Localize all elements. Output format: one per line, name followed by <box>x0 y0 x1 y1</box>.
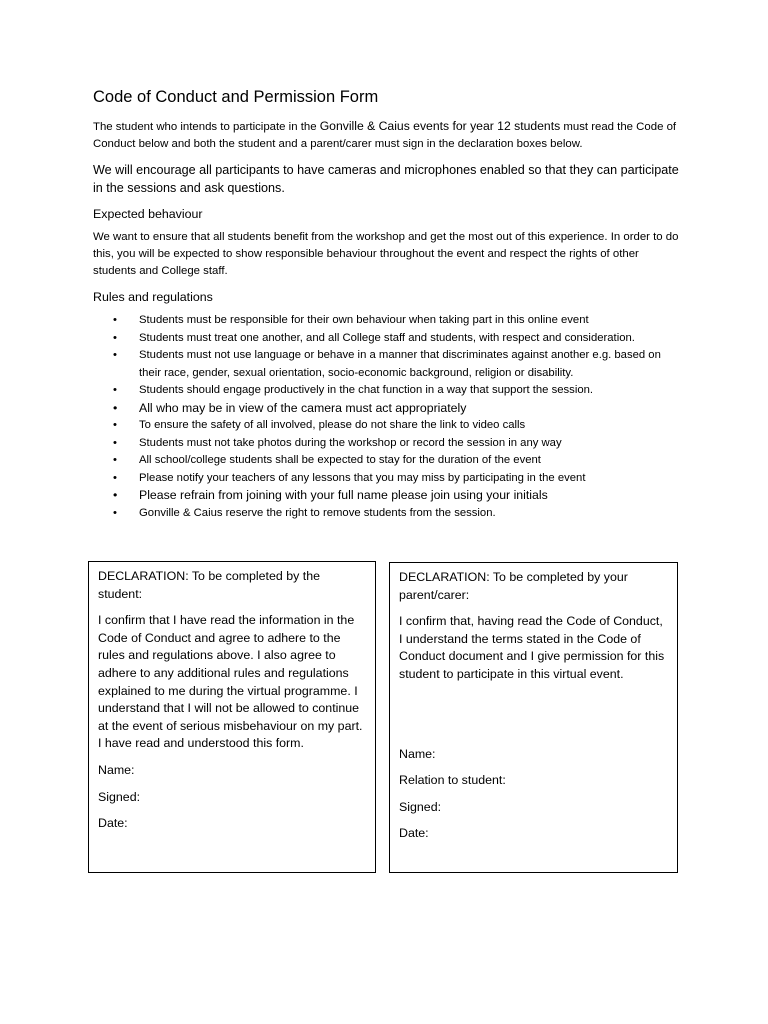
rule-item: • Please refrain from joining with your full name please join using your initials <box>113 487 681 505</box>
parent-declaration-heading: DECLARATION: To be completed by your parent/carer: <box>399 570 628 602</box>
rule-item: • Gonville & Caius reserve the right to remove students from the session. <box>113 505 681 523</box>
rule-item: • All school/college students shall be expected to stay for the duration of the event <box>113 452 681 470</box>
intro-paragraph <box>93 118 681 153</box>
bullet-icon: • <box>113 506 117 519</box>
parent-name-field[interactable]: Name: <box>399 746 436 761</box>
expected-behaviour-heading: Expected behaviour <box>93 207 203 221</box>
student-declaration-heading: DECLARATION: To be completed by the student: <box>98 569 320 601</box>
rule-item: • Students must not use language or behave in a manner that discriminates against another e.g. based on their race, gender, sexual orientation, socio-economic background, religion or disability. <box>113 349 661 379</box>
parent-declaration-box <box>389 562 678 873</box>
page-title: Code of Conduct and Permission Form <box>93 88 379 106</box>
rule-item: • All who may be in view of the camera must act appropriately <box>113 400 681 418</box>
bullet-icon: • <box>113 384 117 396</box>
student-declaration-text: I confirm that I have read the information in the Code of Conduct and agree to adhere to the rules and regulations above. I also agree to adhere to any additional rules and regulations explained to me during the virtual programme. I understand that I will not be allowed to continue at the event of serious misbehaviour on my part. I have read and understood this form. <box>98 613 363 751</box>
intro-event-name: Gonville & Caius events for year 12 students <box>319 119 561 133</box>
rule-item: • Please notify your teachers of any lessons that you may miss by participating in the event <box>113 470 681 488</box>
student-date-field[interactable]: Date: <box>98 816 128 831</box>
rule-item: • Students must not take photos during the workshop or record the session in any way <box>113 435 681 453</box>
bullet-icon: • <box>113 419 117 431</box>
cameras-paragraph: We will encourage all participants to have cameras and microphones enabled so that they can participate in the sessions and ask questions. <box>93 163 679 195</box>
bullet-icon: • <box>113 436 117 449</box>
student-declaration-box <box>88 561 376 873</box>
student-name-field[interactable]: Name: <box>98 762 135 777</box>
student-signature-field[interactable]: Signed: <box>98 789 141 804</box>
bullet-icon: • <box>113 400 118 415</box>
rules-heading: Rules and regulations <box>93 290 213 304</box>
parent-signature-field[interactable]: Signed: <box>399 799 442 814</box>
parent-declaration-text: I confirm that, having read the Code of Conduct, I understand the terms stated in the Code of Conduct document and I give permission for this student to participate in this virtual event. <box>399 614 665 681</box>
declaration-boxes <box>88 561 678 873</box>
document-body <box>93 88 681 522</box>
bullet-icon: • <box>113 349 117 361</box>
bullet-icon: • <box>113 314 117 326</box>
rule-item: • Students must be responsible for their own behaviour when taking part in this online event <box>113 312 681 330</box>
bullet-icon: • <box>113 454 117 466</box>
bullet-icon: • <box>113 331 117 344</box>
parent-relation-field[interactable]: Relation to student: <box>399 773 506 788</box>
expected-behaviour-text: We want to ensure that all students benefit from the workshop and get the most out of this experience. In order to do this, you will be expected to show responsible behaviour throughout the event and respect the rights of other students and College staff. <box>93 231 679 277</box>
bullet-icon: • <box>113 488 118 502</box>
bullet-icon: • <box>113 471 117 484</box>
intro-text-start: The student who intends to participate in the <box>93 121 320 133</box>
rule-item: • Students should engage productively in the chat function in a way that support the session. <box>113 382 681 400</box>
rule-item: • To ensure the safety of all involved, please do not share the link to video calls <box>113 417 681 435</box>
parent-date-field[interactable]: Date: <box>399 826 429 841</box>
intro-text-end: must read the Code of Conduct below and both the student and a parent/carer must sign in the declaration boxes below. <box>93 121 677 150</box>
rules-list <box>93 312 681 522</box>
rule-item: • Students must treat one another, and all College staff and students, with respect and consideration. <box>113 330 681 348</box>
